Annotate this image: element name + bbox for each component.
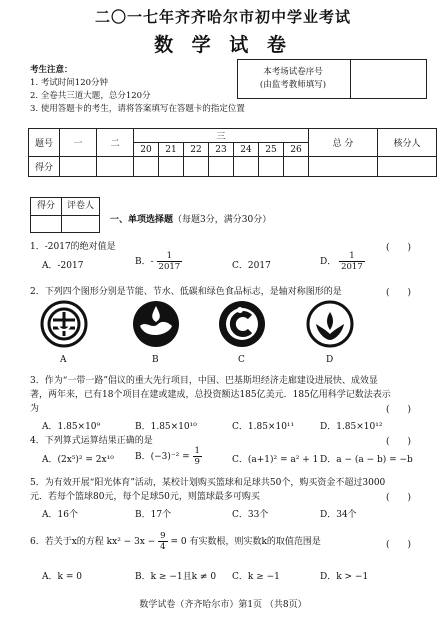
score-table — [28, 128, 437, 177]
question-5-stem: 元．若每个篮球80元，每个足球50元，则篮球最多可购买 — [30, 492, 260, 502]
option-b: B．17个 — [135, 510, 172, 520]
fraction — [157, 251, 183, 272]
option-d: D — [326, 355, 334, 365]
score-cell[interactable] — [378, 157, 437, 177]
notice-item: 2. 全卷共三道大题，总分120分 — [30, 91, 151, 101]
option-c: C．(a+1)² = a² + 1 — [232, 455, 319, 465]
row-label-question: 题号 — [29, 129, 60, 157]
section-title-text: 一、单项选择题 — [110, 215, 174, 225]
score-cell[interactable] — [209, 157, 234, 177]
option-b — [135, 446, 202, 467]
notice-item: 3. 使用答题卡的考生，请将答案填写在答题卡的指定位置 — [30, 104, 245, 114]
sub-col: 20 — [134, 143, 159, 157]
grader-score-label: 得分 — [31, 198, 62, 215]
col-section-2: 二 — [97, 129, 134, 157]
sub-col: 21 — [159, 143, 184, 157]
fraction-numerator: 1 — [339, 251, 365, 262]
fraction-denominator: 4 — [160, 542, 166, 552]
score-cell[interactable] — [309, 157, 378, 177]
col-section-3: 三 — [134, 129, 309, 143]
answer-paren[interactable]: ( ) — [386, 437, 412, 447]
score-cell[interactable] — [60, 157, 97, 177]
exam-subtitle: 数 学 试 卷 — [154, 34, 292, 56]
score-cell[interactable] — [259, 157, 284, 177]
grader-box — [30, 197, 100, 233]
question-3-stem: 3．作为“一带一路”倡议的重大先行项目，中国、巴基斯坦经济走廊建设进展快、成效显 — [30, 376, 378, 386]
seat-number-cell[interactable] — [350, 60, 427, 98]
option-c: C．k ≥ −1 — [232, 572, 280, 582]
col-checker: 核分人 — [378, 129, 437, 157]
option-d — [320, 251, 365, 272]
option-d: D．k > −1 — [320, 572, 369, 582]
question-6-suffix: = 0 有实数根，则实数k的取值范围是 — [170, 537, 321, 547]
answer-paren[interactable]: ( ) — [386, 405, 412, 415]
answer-paren[interactable]: ( ) — [386, 288, 412, 298]
option-b: B — [152, 355, 159, 365]
option-b — [135, 251, 182, 272]
seat-number-label — [238, 66, 348, 92]
green-food-logo-icon — [306, 300, 354, 348]
option-d: D．34个 — [320, 510, 357, 520]
score-cell[interactable] — [184, 157, 209, 177]
energy-saving-logo-icon — [40, 300, 88, 348]
question-6-stem — [30, 531, 321, 552]
option-b: B．k ≥ −1且k ≠ 0 — [135, 572, 217, 582]
seat-number-line2: (由监考教师填写) — [259, 80, 327, 90]
fraction-numerator: 1 — [157, 251, 183, 262]
sub-col: 23 — [209, 143, 234, 157]
option-d: D．1.85×10¹² — [320, 422, 383, 432]
option-d-prefix: D． — [320, 257, 337, 267]
option-c: C．2017 — [232, 261, 271, 271]
score-cell[interactable] — [134, 157, 159, 177]
option-c: C．1.85×10¹¹ — [232, 422, 295, 432]
sub-col: 26 — [284, 143, 309, 157]
sub-col: 25 — [259, 143, 284, 157]
score-cell[interactable] — [284, 157, 309, 177]
fraction-denominator: 2017 — [158, 262, 181, 272]
notice-head: 考生注意： — [30, 65, 73, 75]
option-c: C — [238, 355, 245, 365]
option-c: C．33个 — [232, 510, 269, 520]
option-d: D．a − (a − b) = −b — [320, 455, 413, 465]
section-title — [110, 212, 271, 225]
seat-number-box — [237, 59, 427, 99]
question-6-prefix: 6．若关于x的方程 kx² − 3x − — [30, 537, 156, 547]
fraction — [339, 251, 365, 272]
question-3-stem: 为 — [30, 404, 40, 414]
option-a: A．1.85×10⁹ — [42, 422, 101, 432]
col-section-1: 一 — [60, 129, 97, 157]
option-b-prefix: B．- — [135, 257, 154, 267]
answer-paren[interactable]: ( ) — [386, 493, 412, 503]
question-5-stem: 5．为有效开展“阳光体育”活动，某校计划购买篮球和足球共50个，购买资金不超过3000 — [30, 478, 386, 488]
fraction-numerator: 1 — [194, 446, 200, 456]
sub-col: 22 — [184, 143, 209, 157]
seat-number-line1: 本考场试卷序号 — [263, 67, 323, 77]
answer-paren[interactable]: ( ) — [386, 243, 412, 253]
option-a: A．(2x⁵)² = 2x¹⁰ — [42, 455, 114, 465]
candidate-notice — [30, 64, 245, 116]
fraction — [193, 446, 202, 467]
grader-name-label: 评卷人 — [66, 201, 94, 211]
exam-title: 二〇一七年齐齐哈尔市初中学业考试 — [94, 8, 351, 26]
option-a: A．16个 — [42, 510, 78, 520]
option-b: B．1.85×10¹⁰ — [135, 422, 197, 432]
option-a: A．-2017 — [42, 261, 84, 271]
page-footer: 数学试卷（齐齐哈尔市）第1页 （共8页） — [139, 600, 307, 610]
sub-col: 24 — [234, 143, 259, 157]
option-a: A．k = 0 — [42, 572, 82, 582]
fraction — [158, 531, 167, 552]
score-cell[interactable] — [234, 157, 259, 177]
col-total: 总 分 — [309, 129, 378, 157]
section-note: （每题3分，满分30分） — [173, 215, 272, 225]
score-cell[interactable] — [159, 157, 184, 177]
fraction-denominator: 2017 — [341, 262, 363, 272]
question-2-stem: 2．下列四个图形分别是节能、节水、低碳和绿色食品标志，是轴对称图形的是 — [30, 287, 342, 297]
option-b-prefix: B．(−3)⁻² = — [135, 452, 190, 462]
answer-paren[interactable]: ( ) — [386, 540, 412, 550]
grader-score-cell[interactable] — [31, 215, 62, 232]
question-1-stem: 1．-2017的绝对值是 — [30, 242, 116, 252]
water-saving-logo-icon — [132, 300, 180, 348]
low-carbon-logo-icon — [218, 300, 266, 348]
question-3-stem: 著，两年来，已有18个项目在建或建成，总投资额达185亿美元．185亿用科学记数法表示 — [30, 390, 391, 400]
question-4-stem: 4．下列算式运算结果正确的是 — [30, 436, 153, 446]
notice-item: 1. 考试时间120分钟 — [30, 78, 109, 88]
row-label-score: 得分 — [29, 157, 60, 177]
score-cell[interactable] — [97, 157, 134, 177]
fraction-denominator: 9 — [194, 457, 200, 467]
fraction-numerator: 9 — [160, 531, 166, 541]
option-a: A — [60, 355, 67, 365]
